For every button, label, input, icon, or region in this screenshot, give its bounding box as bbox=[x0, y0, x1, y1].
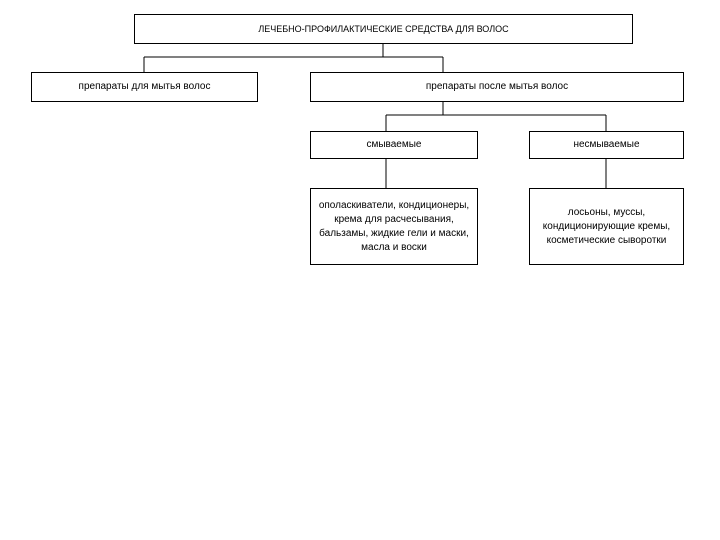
node-rinse-off-examples-text: ополаскиватели, кондиционеры, крема для расчесывания, бальзамы, жидкие гели и маски, масла и воски bbox=[318, 199, 470, 253]
node-leave-in-examples bbox=[529, 188, 684, 265]
node-rinse-off-examples bbox=[310, 188, 478, 265]
node-leave-in-label: несмываемые bbox=[573, 139, 640, 150]
node-after-washing-products bbox=[310, 72, 684, 102]
node-leave-in-examples-text: лосьоны, муссы, кондиционирующие кремы, косметические сыворотки bbox=[542, 206, 671, 246]
node-rinse-off-label: смываемые bbox=[366, 139, 422, 150]
node-leave-in bbox=[529, 131, 684, 159]
node-washing-products-label: препараты для мытья волос bbox=[78, 81, 211, 92]
root-node bbox=[134, 14, 633, 44]
node-after-washing-products-label: препараты после мытья волос bbox=[425, 81, 569, 92]
root-node-label: ЛЕЧЕБНО-ПРОФИЛАКТИЧЕСКИЕ СРЕДСТВА ДЛЯ ВОЛОС bbox=[258, 24, 509, 34]
node-washing-products bbox=[31, 72, 258, 102]
node-rinse-off bbox=[310, 131, 478, 159]
